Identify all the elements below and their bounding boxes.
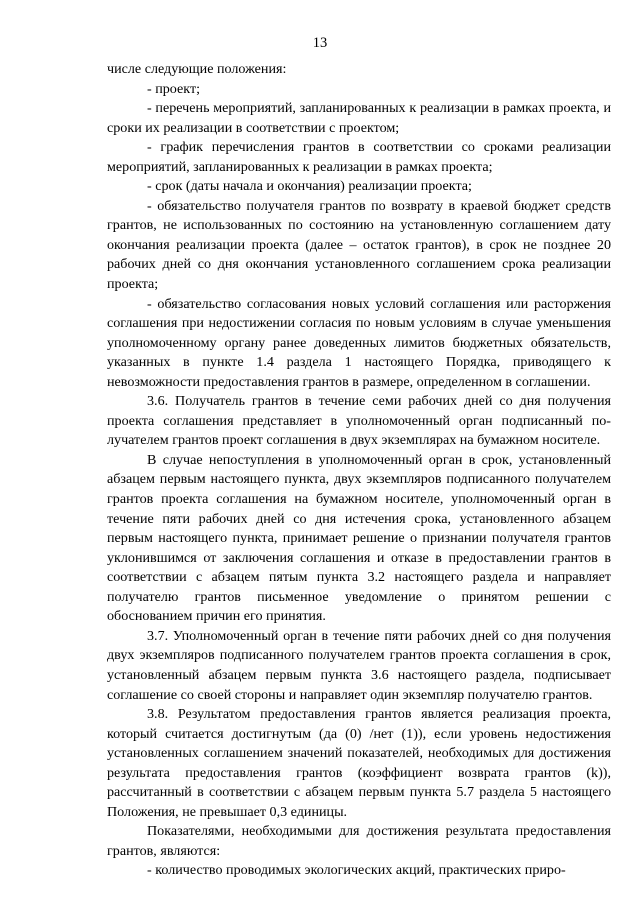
clause-3-8: 3.8. Результатом предоставления грантов является реализация проекта, который считается достигнутым (да (0) /нет (1)), если уровень недостижения установленных соглашением значений показателей, необходимых для достижения результата предоставления грантов (коэффициент возврата грантов (k)), рассчитанный в соответствии с абзацем первым пункта 5.7 раздела 5 настоящего Положения, не превышает 0,3 единицы. (107, 706, 611, 820)
page-number: 13 (312, 35, 328, 51)
list-item-refund-obligation: - обязательство получателя грантов по возврату в краевой бюджет средств грантов, не использованных по состоянию на установленную соглашением дату окончания реализации проекта (далее – остаток грантов), в срок не позднее 20 рабочих дней со дня окончания установленного соглашением срока реализации проекта; (107, 197, 611, 293)
indicators-intro: Показателями, необходимыми для достижения результата предоставления грантов, являются: (107, 823, 611, 859)
clause-3-6-non-receipt: В случае непоступления в уполномоченный орган в срок, установленный абзацем первым настоящего пункта, двух экземпляров подписанного получателем грантов проекта соглашения на бумажном носителе, уполномоченный орган в течение пяти рабочих дней со дня истечения срока, установленного абзацем первым настоящего пункта, принимает решение о признании получателя грантов уклонившимся от заключения соглашения и отказе в предоставлении грантов в соответствии с абзацем пятым пункта 3.2 настоящего раздела и направляет получателю грантов письменное уведомление о принятом решении с обоснованием причин его принятия. (107, 451, 611, 625)
clause-3-6: 3.6. Получатель грантов в течение семи рабочих дней со дня получения проекта соглашения представляет в уполномоченный орган подписанный получателем грантов проект соглашения в двух экземплярах на бумажном носителе. (107, 393, 611, 449)
clause-3-7: 3.7. Уполномоченный орган в течение пяти рабочих дней со дня получения двух экземпляров подписанного получателем грантов проекта соглашения в срок, установленный абзацем первым пункта 3.6 настоящего раздела, подписывает соглашение со своей стороны и направляет один экземпляр получателю грантов. (107, 627, 611, 703)
list-item-agreement-terms-obligation: - обязательство согласования новых условий соглашения или расторжения соглашения при недостижении согласия по новым условиям в случае уменьшения уполномоченному органу ранее доведенных лимитов бюджетных обязательств, указанных в пункте 1.4 раздела 1 настоящего Порядка, приводящего к невозможности предоставления грантов в размере, определенном в соглашении. (107, 295, 611, 390)
document-body (107, 60, 611, 881)
paragraph-continuation: числе следующие положения: (107, 61, 287, 77)
list-item-payment-schedule: - график перечисления грантов в соответствии со сроками реализации мероприятий, запланированных к реализации в рамках проекта; (107, 139, 611, 175)
list-item-project-term: - срок (даты начала и окончания) реализации проекта; (147, 178, 472, 195)
list-item-eco-actions: - количество проводимых экологических акций, практических приро- (147, 862, 566, 879)
list-item-events-list: - перечень мероприятий, запланированных к реализации в рамках проекта, и сроки их реализации в соответствии с проектом; (107, 100, 611, 136)
list-item-project: - проект; (147, 80, 201, 97)
